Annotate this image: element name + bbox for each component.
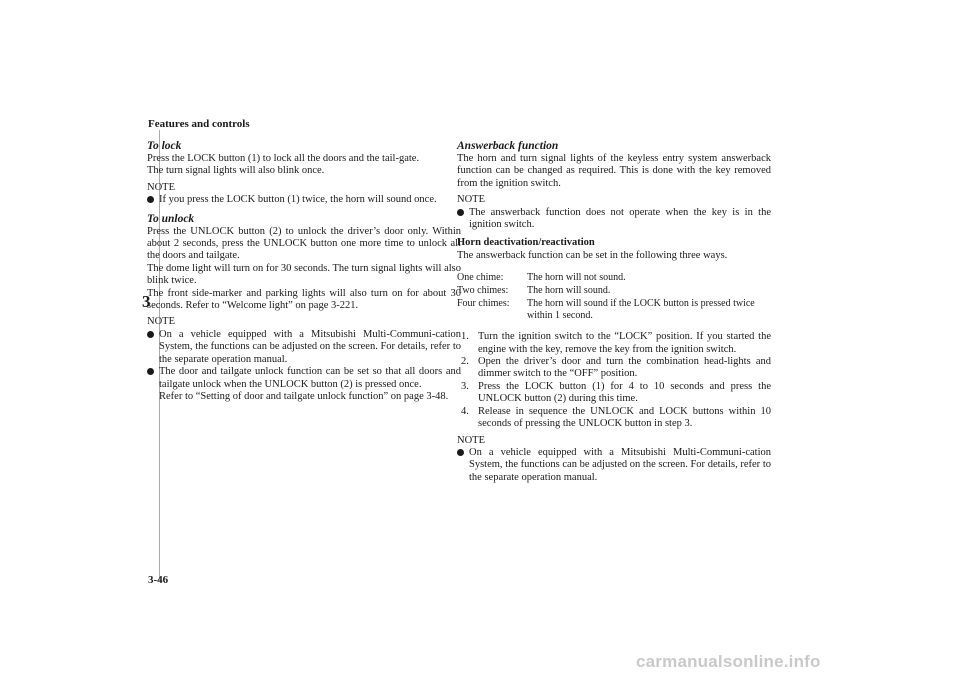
note-text: On a vehicle equipped with a Mitsubishi Multi-Communi-cation System, the functions can be adjusted on the screen. For details, refer to the separate operation manual. xyxy=(469,446,771,483)
step-number: 2. xyxy=(461,356,469,368)
table-cell-label: One chime: xyxy=(457,272,504,284)
step-number: 1. xyxy=(461,331,469,343)
list-item xyxy=(457,406,771,431)
table-cell-label: Two chimes: xyxy=(457,285,509,297)
chapter-number: 3 xyxy=(142,292,151,311)
note-item xyxy=(147,366,461,403)
bullet-icon xyxy=(457,209,464,216)
note-text: If you press the LOCK button (1) twice, the horn will sound once. xyxy=(159,194,437,206)
paragraph: Press the UNLOCK button (2) to unlock the driver’s door only. Within about 2 seconds, press the UNLOCK button one more time to unlock all the doors and tailgate. xyxy=(147,225,461,262)
bullet-icon xyxy=(147,331,154,338)
watermark-logo: carmanualsonline.info xyxy=(636,652,821,671)
horn-section xyxy=(457,237,771,484)
note-label: NOTE xyxy=(457,194,485,206)
note-text-reference: Refer to “Setting of door and tailgate unlock function” on page 3-48. xyxy=(159,390,449,402)
table-row xyxy=(457,285,771,298)
right-column xyxy=(457,140,771,484)
paragraph: The horn and turn signal lights of the keyless entry system answerback function can be changed as required. This is done with the key removed from the ignition switch. xyxy=(457,153,771,189)
left-column xyxy=(147,140,461,409)
table-cell-desc: The horn will sound. xyxy=(527,285,611,297)
step-text: Release in sequence the UNLOCK and LOCK buttons within 10 seconds of pressing the UNLOCK button in step 3. xyxy=(478,405,771,430)
table-cell-label: Four chimes: xyxy=(457,298,510,310)
steps-list xyxy=(457,331,771,430)
chime-table xyxy=(457,272,771,323)
section-title-to-unlock: To unlock xyxy=(147,212,195,225)
step-text: Open the driver’s door and turn the combination head-lights and dimmer switch to the “OFF” position. xyxy=(478,356,771,380)
table-row xyxy=(457,298,771,323)
note-item xyxy=(147,194,461,206)
note-label: NOTE xyxy=(457,434,485,446)
step-number: 4. xyxy=(461,405,469,417)
table-row xyxy=(457,272,771,285)
bullet-icon xyxy=(147,196,154,203)
to-lock-section xyxy=(147,140,461,207)
paragraph: The answerback function can be set in the following three ways. xyxy=(457,249,728,261)
note-item xyxy=(457,447,771,484)
note-label: NOTE xyxy=(147,316,175,328)
table-cell-desc: The horn will sound if the LOCK button is pressed twice within 1 second. xyxy=(527,298,755,322)
answerback-section xyxy=(457,140,771,231)
note-item xyxy=(457,207,771,232)
bullet-icon xyxy=(457,449,464,456)
step-text: Press the LOCK button (1) for 4 to 10 seconds and press the UNLOCK button (2) during this time. xyxy=(478,380,771,405)
page-number: 3-46 xyxy=(148,574,169,586)
note-text: The answerback function does not operate when the key is in the ignition switch. xyxy=(469,206,771,231)
paragraph: The turn signal lights will also blink once. xyxy=(147,165,325,177)
note-item xyxy=(147,329,461,366)
note-label: NOTE xyxy=(147,181,175,193)
list-item xyxy=(457,381,771,406)
note-text: On a vehicle equipped with a Mitsubishi Multi-Communi-cation System, the functions can be adjusted on the screen. For details, refer to the separate operation manual. xyxy=(159,328,461,365)
section-title-answerback: Answerback function xyxy=(457,140,559,152)
list-item xyxy=(457,331,771,356)
table-cell-desc: The horn will not sound. xyxy=(527,272,626,284)
section-title-to-lock: To lock xyxy=(147,140,182,152)
bullet-icon xyxy=(147,368,154,375)
to-unlock-section xyxy=(147,213,461,404)
list-item xyxy=(457,356,771,381)
paragraph: The front side-marker and parking lights will also turn on for about 30 seconds. Refer to “Welcome light” on page 3-221. xyxy=(147,287,461,312)
paragraph: Press the LOCK button (1) to lock all the doors and the tail-gate. xyxy=(147,153,420,164)
step-number: 3. xyxy=(461,380,469,392)
paragraph: The dome light will turn on for 30 seconds. The turn signal lights will also blink twice. xyxy=(147,262,461,287)
subheading-horn: Horn deactivation/reactivation xyxy=(457,237,595,249)
step-text: Turn the ignition switch to the “LOCK” position. If you started the engine with the key, remove the key from the ignition switch. xyxy=(478,331,771,355)
note-text: The door and tailgate unlock function can be set so that all doors and tailgate unlock when the UNLOCK button (2) is pressed once. xyxy=(159,366,461,390)
running-header: Features and controls xyxy=(148,118,250,130)
